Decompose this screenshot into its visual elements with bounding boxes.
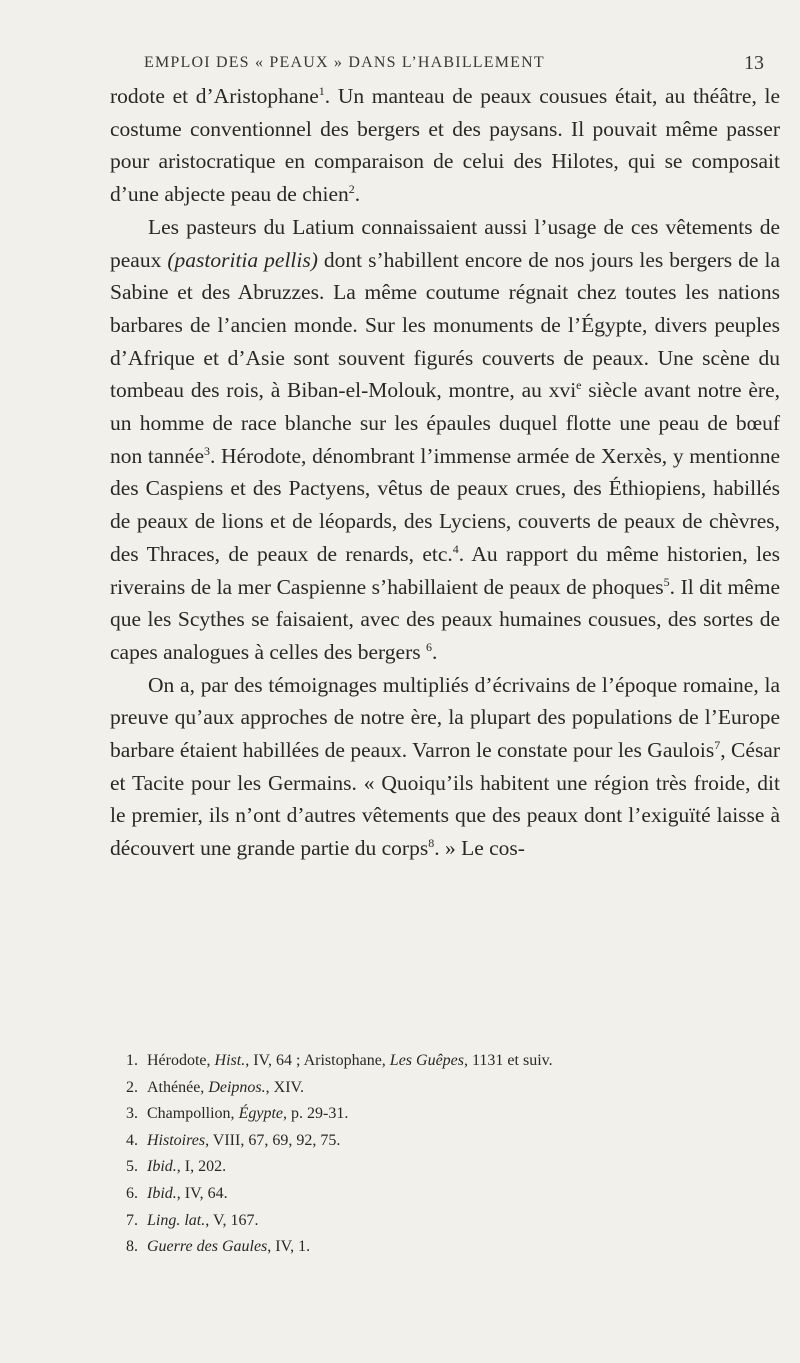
text-run: , IV, 64 ; Aristophane, — [245, 1052, 390, 1069]
footnote — [126, 1234, 786, 1261]
text-run: , VIII, 67, 69, 92, 75. — [205, 1131, 341, 1149]
text-run: , XIV. — [265, 1078, 305, 1096]
footnote-marker: 1 — [318, 83, 325, 98]
footnote-marker: 4 — [452, 541, 459, 556]
footnote-number: 2. — [126, 1078, 138, 1096]
italic-text: Ibid. — [147, 1158, 177, 1176]
footnote-number: 3. — [126, 1105, 138, 1123]
text-run: Hérodote, — [147, 1052, 215, 1069]
text-run: Athénée, — [147, 1078, 209, 1096]
text-run: . Il dit même que les Scythes se faisaient, avec des peaux humaines cousues, des sortes de capes analogues à celles des bergers — [110, 574, 780, 664]
footnote-marker: e — [576, 378, 582, 393]
text-run: . Un manteau de peaux cousues était, au théâtre, le costume conventionnel des bergers et des paysans. Il pouvait même passer pour aristocratique en comparaison de celui des Hilotes, qui se composait d’une abjecte peau de chien — [110, 84, 781, 207]
text-run: xvi — [548, 378, 577, 403]
text-run: , I, 202. — [176, 1158, 227, 1176]
text-run: . » Le cos- — [434, 836, 525, 861]
body-text — [110, 80, 780, 865]
footnote-marker: 6 — [426, 639, 432, 654]
footnote — [126, 1208, 786, 1235]
italic-text: Deipnos. — [208, 1078, 266, 1096]
text-run: Champollion, — [147, 1105, 239, 1123]
footnote — [126, 1128, 786, 1155]
footnote — [126, 1101, 786, 1128]
italic-text: (pastoritia pellis) — [167, 247, 318, 272]
text-run: , V, 167. — [205, 1211, 259, 1229]
text-run: rodote et d’Aristophane — [110, 84, 319, 108]
text-run: , IV, 64. — [176, 1184, 228, 1202]
text-run: Les pasteurs du Latium connaissaient aussi l’usage de ces vêtements de peaux — [110, 214, 780, 272]
footnote-number: 1. — [126, 1052, 138, 1069]
text-run: , IV, 1. — [267, 1238, 311, 1256]
footnote-marker: 7 — [714, 737, 721, 752]
italic-text: Les Guêpes — [389, 1052, 465, 1069]
footnote-number: 5. — [126, 1158, 138, 1176]
text-run: , p. 29-31. — [282, 1105, 349, 1123]
running-title: EMPLOI DES « PEAUX » DANS L’HABILLEMENT — [144, 54, 545, 71]
footnote-marker: 3 — [204, 443, 211, 458]
footnote-number: 8. — [126, 1238, 138, 1256]
text-run: . Au rapport du même historien, les riverains de la mer Caspienne s’habillaient de peaux de phoques — [110, 541, 780, 599]
paragraph — [110, 211, 780, 669]
italic-text: Ling. lat. — [147, 1211, 206, 1229]
footnote-number: 7. — [126, 1211, 138, 1229]
footnote-marker: 8 — [428, 836, 435, 851]
footnote — [126, 1048, 786, 1075]
text-run: . Hérodote, dénombrant l’immense armée de Xerxès, y mentionne des Caspiens et des Pactyens, vêtus de peaux crues, des Éthiopiens, habillés de peaux de lions et de léopards, des Lyciens, couverts de peaux de chèvres, des Thraces, de peaux de renards, etc. — [110, 443, 780, 566]
text-run: . — [354, 182, 361, 207]
paragraph — [110, 669, 780, 865]
italic-text: Histoires — [147, 1131, 206, 1149]
text-run: On a, par des témoignages multipliés d’écrivains de l’époque romaine, la preuve qu’aux approches de notre ère, la plupart des populations de l’Europe barbare étaient habillées de peaux. Varron le constate pour les Gaulois — [110, 672, 780, 763]
text-run: , César et Tacite pour les Germains. « Quoiqu’ils habitent une région très froide, dit le premier, ils n’ont d’autres vêtements que des peaux dont l’exiguïté laisse à découvert une grande partie du corps — [110, 738, 781, 861]
italic-text: Hist. — [214, 1052, 246, 1069]
footnote — [126, 1181, 786, 1208]
footnote-marker: 2 — [348, 181, 355, 196]
running-head — [112, 54, 778, 82]
footnote-number: 6. — [126, 1184, 138, 1202]
paragraph — [110, 80, 780, 211]
footnote — [126, 1075, 786, 1102]
italic-text: Guerre des Gaules — [147, 1238, 268, 1256]
text-run: , 1131 et suiv. — [464, 1052, 553, 1069]
text-run: siècle avant notre ère, un homme de race blanche sur les épaules duquel flotte une peau de bœuf non tannée — [110, 378, 780, 468]
footnote — [126, 1154, 786, 1181]
footnote-marker: 5 — [663, 574, 670, 589]
text-run: dont s’habillent encore de nos jours les bergers de la Sabine et des Abruzzes. La même coutume régnait chez toutes les nations barbares de l’ancien monde. Sur les monuments de l’Égypte, divers peuples d’Afrique et d’Asie sont souvent figurés couverts de peaux. Une scène du tombeau des rois, à Biban-el-Molouk, montre, au — [110, 247, 780, 403]
italic-text: Ibid. — [147, 1184, 177, 1202]
page-number: 13 — [744, 52, 764, 74]
text-run: . — [432, 639, 438, 664]
italic-text: Égypte — [238, 1105, 283, 1123]
footnotes — [126, 1048, 786, 1261]
footnote-number: 4. — [126, 1131, 138, 1149]
